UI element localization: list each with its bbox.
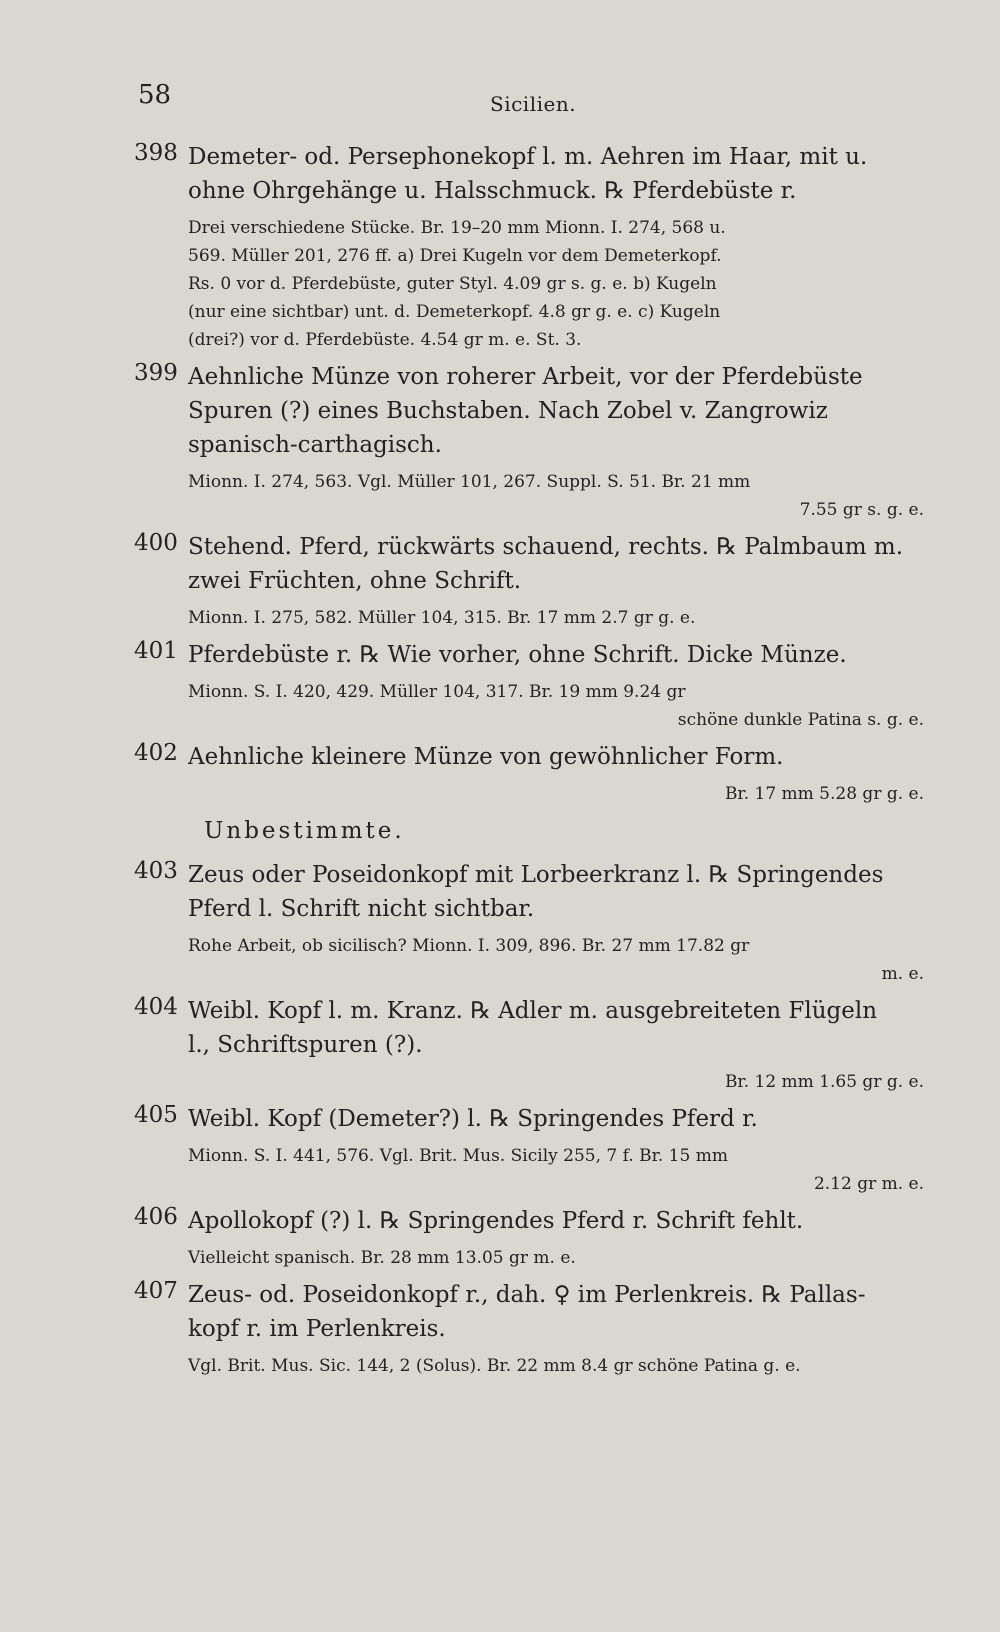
reference-line: (nur eine sichtbar) unt. d. Demeterkopf. 4.8 gr g. e. c) Kugeln	[188, 302, 721, 322]
reference-line: Rohe Arbeit, ob sicilisch? Mionn. I. 309, 896. Br. 27 mm 17.82 gr	[188, 936, 750, 956]
page-number: 58	[138, 80, 172, 110]
description-line: Apollokopf (?) l. ℞ Springendes Pferd r. Schrift fehlt.	[188, 1208, 804, 1234]
entry-description	[188, 858, 924, 926]
reference-line: Drei verschiedene Stücke. Br. 19–20 mm Mionn. I. 274, 568 u.	[188, 218, 726, 238]
entry-description	[188, 740, 924, 774]
entry-number: 407	[134, 1278, 178, 1304]
description-line: l., Schriftspuren (?).	[188, 1032, 423, 1058]
entry-references	[188, 1142, 924, 1198]
reference-line: 2.12 gr m. e.	[813, 1174, 924, 1194]
reference-line: Mionn. S. I. 441, 576. Vgl. Brit. Mus. Sicily 255, 7 f. Br. 15 mm	[188, 1146, 728, 1166]
entry-description	[188, 530, 924, 598]
description-line: Demeter- od. Persephonekopf l. m. Aehren im Haar, mit u.	[188, 144, 868, 170]
entry-number: 405	[134, 1102, 178, 1128]
entry-number: 400	[134, 530, 178, 556]
catalogue-body	[134, 140, 924, 1386]
entry-number: 402	[134, 740, 178, 766]
entry-description	[188, 1102, 924, 1136]
description-line: Pferd l. Schrift nicht sichtbar.	[188, 896, 535, 922]
description-line: Stehend. Pferd, rückwärts schauend, rechts. ℞ Palmbaum m.	[188, 534, 904, 560]
catalogue-entry-404	[134, 994, 924, 1096]
catalogue-entry-406	[134, 1204, 924, 1272]
running-head	[138, 80, 898, 120]
catalogue-entry-407	[134, 1278, 924, 1380]
entry-references	[188, 1244, 924, 1272]
catalogue-entry-401	[134, 638, 924, 734]
reference-line: Mionn. I. 275, 582. Müller 104, 315. Br. 17 mm 2.7 gr g. e.	[188, 608, 696, 628]
entry-number: 399	[134, 360, 178, 386]
reference-line: Br. 12 mm 1.65 gr g. e.	[724, 1072, 924, 1092]
reference-line: (drei?) vor d. Pferdebüste. 4.54 gr m. e. St. 3.	[188, 330, 582, 350]
catalogue-entry-399	[134, 360, 924, 524]
catalogue-entry-403	[134, 858, 924, 988]
entry-references	[188, 468, 924, 524]
section-heading: Unbestimmte.	[204, 818, 405, 844]
catalogue-entry-400	[134, 530, 924, 632]
entry-description	[188, 994, 924, 1062]
description-line: Pferdebüste r. ℞ Wie vorher, ohne Schrift. Dicke Münze.	[188, 642, 847, 668]
entry-references	[188, 780, 924, 808]
running-title: Sicilien.	[490, 92, 577, 116]
description-line: Weibl. Kopf l. m. Kranz. ℞ Adler m. ausgebreiteten Flügeln	[188, 998, 878, 1024]
reference-line: schöne dunkle Patina s. g. e.	[677, 710, 924, 730]
description-line: kopf r. im Perlenkreis.	[188, 1316, 446, 1342]
description-line: Weibl. Kopf (Demeter?) l. ℞ Springendes Pferd r.	[188, 1106, 758, 1132]
reference-line: Mionn. I. 274, 563. Vgl. Müller 101, 267. Suppl. S. 51. Br. 21 mm	[188, 472, 751, 492]
entry-number: 404	[134, 994, 178, 1020]
reference-line: m. e.	[881, 964, 924, 984]
entry-description	[188, 1204, 924, 1238]
entry-description	[188, 140, 924, 208]
entry-references	[188, 1352, 924, 1380]
entry-description	[188, 638, 924, 672]
entry-references	[188, 932, 924, 988]
entry-references	[188, 604, 924, 632]
entry-number: 401	[134, 638, 178, 664]
reference-line: Rs. 0 vor d. Pferdebüste, guter Styl. 4.09 gr s. g. e. b) Kugeln	[188, 274, 717, 294]
catalogue-entry-402	[134, 740, 924, 808]
entry-references	[188, 678, 924, 734]
reference-line: 569. Müller 201, 276 ff. a) Drei Kugeln vor dem Demeterkopf.	[188, 246, 722, 266]
reference-line: Vgl. Brit. Mus. Sic. 144, 2 (Solus). Br. 22 mm 8.4 gr schöne Patina g. e.	[188, 1356, 801, 1376]
description-line: Spuren (?) eines Buchstaben. Nach Zobel v. Zangrowiz	[188, 398, 828, 424]
reference-line: Mionn. S. I. 420, 429. Müller 104, 317. Br. 19 mm 9.24 gr	[188, 682, 686, 702]
reference-line: Vielleicht spanisch. Br. 28 mm 13.05 gr m. e.	[188, 1248, 576, 1268]
description-line: ohne Ohrgehänge u. Halsschmuck. ℞ Pferdebüste r.	[188, 178, 797, 204]
description-line: zwei Früchten, ohne Schrift.	[188, 568, 522, 594]
catalogue-entry-405	[134, 1102, 924, 1198]
entry-number: 398	[134, 140, 178, 166]
description-line: Zeus- od. Poseidonkopf r., dah. ♀ im Perlenkreis. ℞ Pallas-	[188, 1282, 866, 1308]
reference-line: 7.55 gr s. g. e.	[799, 500, 924, 520]
entry-description	[188, 1278, 924, 1346]
entry-number: 406	[134, 1204, 178, 1230]
description-line: spanisch-carthagisch.	[188, 432, 442, 458]
entry-references	[188, 214, 924, 354]
description-line: Zeus oder Poseidonkopf mit Lorbeerkranz l. ℞ Springendes	[188, 862, 884, 888]
description-line: Aehnliche kleinere Münze von gewöhnlicher Form.	[188, 744, 784, 770]
entry-number: 403	[134, 858, 178, 884]
reference-line: Br. 17 mm 5.28 gr g. e.	[724, 784, 924, 804]
entry-references	[188, 1068, 924, 1096]
description-line: Aehnliche Münze von roherer Arbeit, vor der Pferdebüste	[188, 364, 863, 390]
entry-description	[188, 360, 924, 462]
catalogue-entry-398	[134, 140, 924, 354]
